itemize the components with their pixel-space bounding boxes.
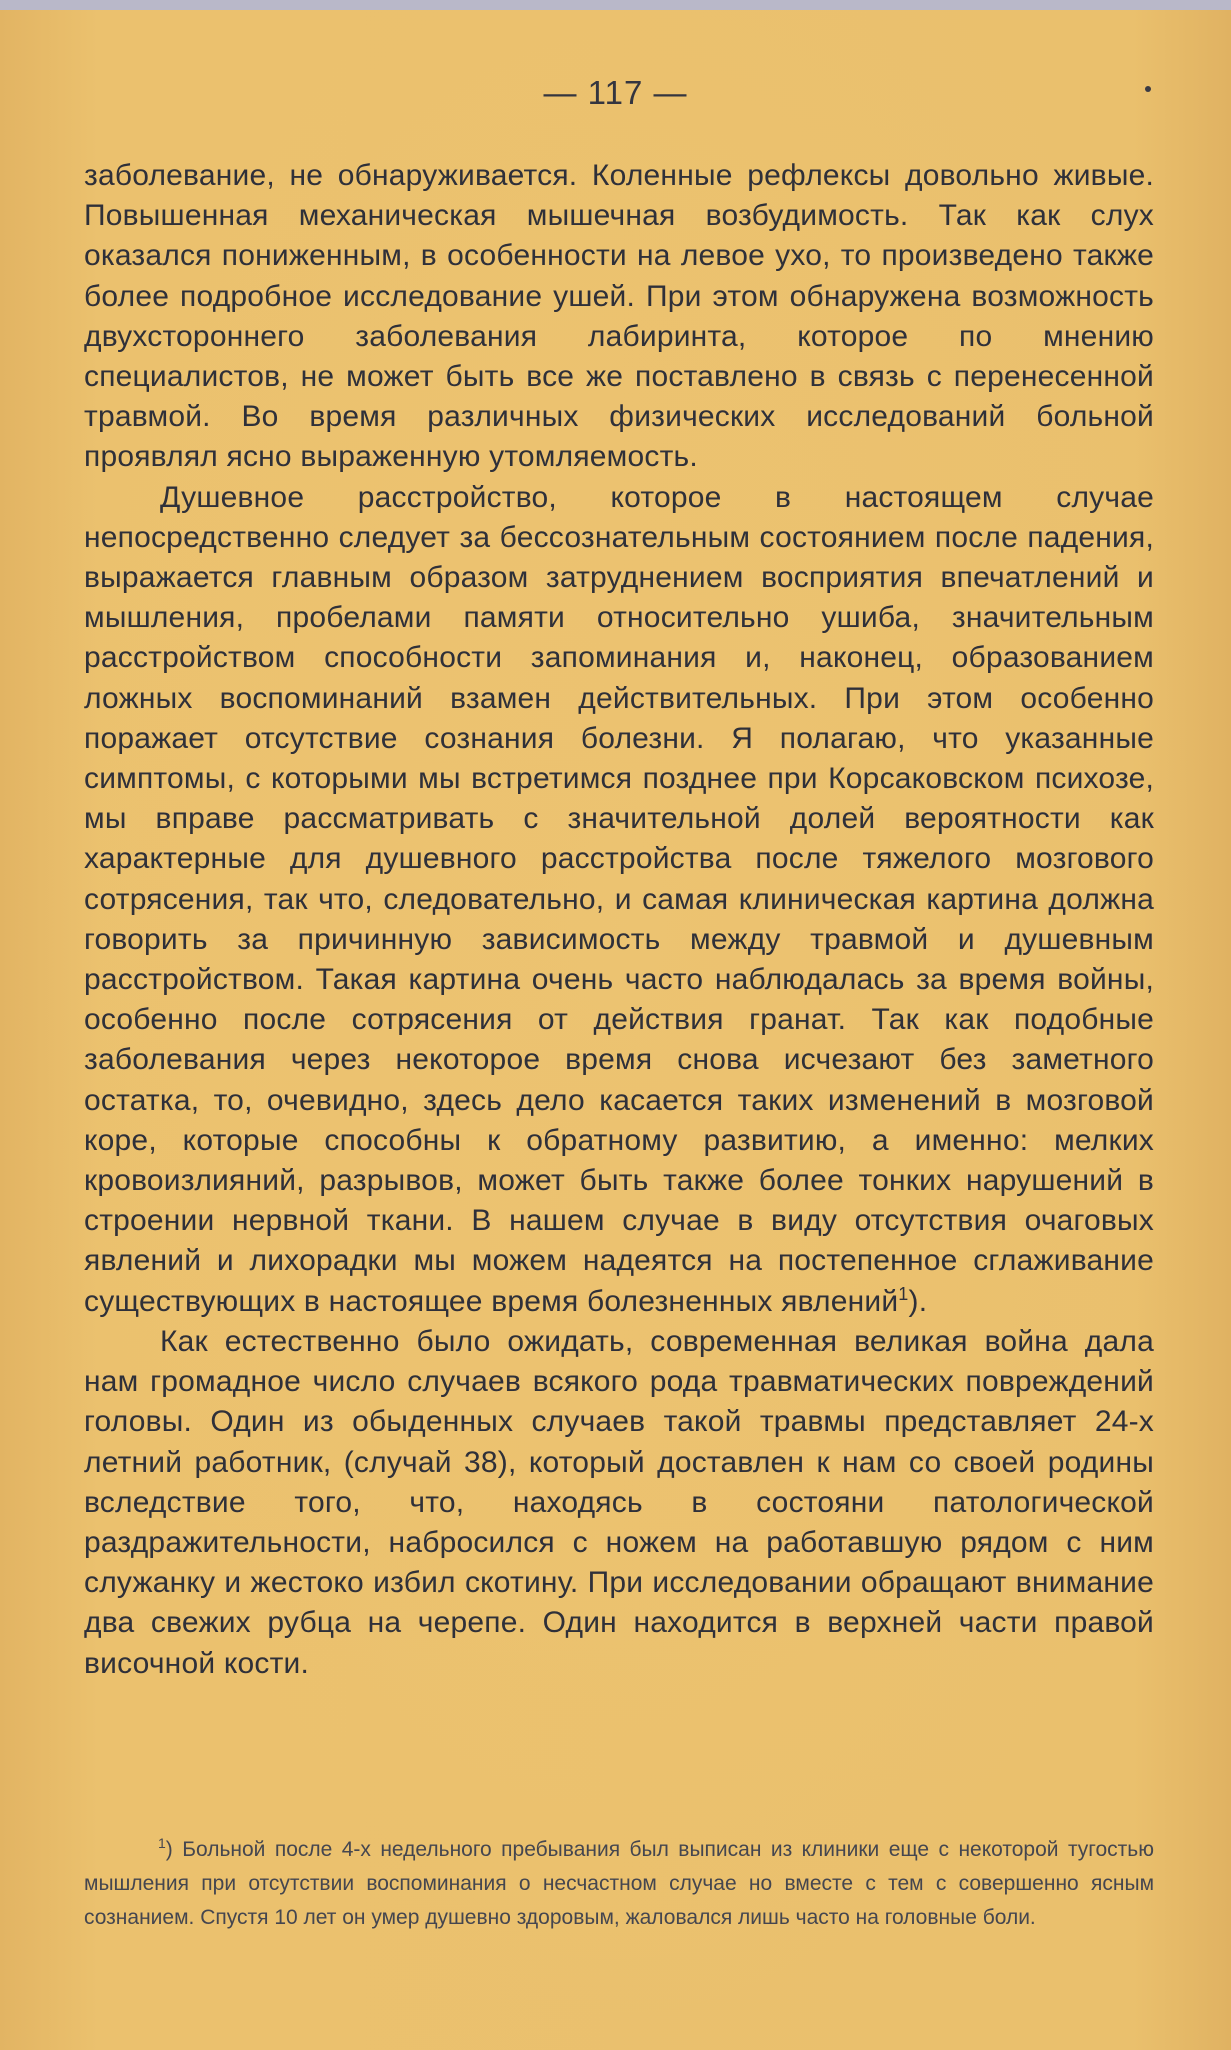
page-number: — 117 — <box>543 74 688 111</box>
footnote-text: ) Больной после 4-х недельного пребывания был выписан из клиники еще с некоторой тугостью мышления при отсутствии воспоминания о несчастном случае но вместе с тем с совершенно ясным сознанием. Спустя 10 лет он умер душевно здоровым, жаловался лишь часто на головные боли. <box>84 1838 1154 1929</box>
main-text <box>84 156 1154 1684</box>
footnote <box>84 1833 1154 1935</box>
footnote-paragraph <box>84 1833 1154 1935</box>
paragraph-1-text: заболевание, не обнаруживается. Коленные рефлексы довольно живые. Повышенная механическая мышечная возбудимость. Так как слух оказался пониженным, в особенности на левое ухо, то произведено также более подробное исследование ушей. При этом обнаружена возможность двухстороннего заболевания лабиринта, которое по мнению специалистов, не может быть все же поставлено в связь с перенесенной травмой. Во время различных физических исследований больной проявлял ясно выраженную утомляемость. <box>84 159 1154 474</box>
paragraph-3 <box>84 1322 1154 1684</box>
paragraph-2-tail: ). <box>908 1284 928 1318</box>
paragraph-2 <box>84 478 1154 1322</box>
ink-speck <box>1145 86 1151 92</box>
paragraph-3-text: Как естественно было ожидать, современная великая война дала нам громадное число случаев всякого рода травматических повреждений головы. Один из обыденных случаев такой травмы представляет 24-х летний работник, (случай 38), который доставлен к нам со своей родины вследствие того, что, находясь в состояни патологической раздражительности, набросился с ножем на работавшую рядом с ним служанку и жестоко избил скотину. При исследовании обращают внимание два свежих рубца на черепе. Один находится в верхней части правой височной кости. <box>84 1324 1154 1680</box>
footnote-marker: 1 <box>158 1835 166 1851</box>
paragraph-2-text: Душевное расстройство, которое в настоящем случае непосредственно следует за бессознательным состоянием после падения, выражается главным образом затруднением восприятия впечатлений и мышления, пробелами памяти относительно ушиба, значительным расстройством способности запоминания и, наконец, образованием ложных воспоминаний взамен действительных. При этом особенно поражает отсутствие сознания болезни. Я полагаю, что указанные симптомы, с которыми мы встретимся позднее при Корсаковском психозе, мы вправе рассматривать с значительной долей вероятности как характерные для душевного расстройства после тяжелого мозгового сотрясения, так что, следовательно, и самая клиническая картина должна говорить за причинную зависимость между травмой и душевным расстройством. Такая картина очень часто наблюдалась за время войны, особенно после сотрясения от действия гранат. Так как подобные заболевания через некоторое время снова исчезают без заметного остатка, то, очевидно, здесь дело касается таких изменений в мозговой коре, которые способны к обратному развитию, а именно: мелких кровоизлияний, разрывов, может быть также более тонких нарушений в строении нервной ткани. В нашем случае в виду отсутствия очаговых явлений и лихорадки мы можем надеятся на постепенное сглаживание существующих в настоящее время болезненных явлений <box>84 480 1154 1318</box>
footnote-divider <box>84 1808 194 1810</box>
footnote-reference[interactable]: 1 <box>898 1283 909 1304</box>
scan-top-edge <box>0 0 1231 10</box>
paragraph-1 <box>84 156 1154 478</box>
